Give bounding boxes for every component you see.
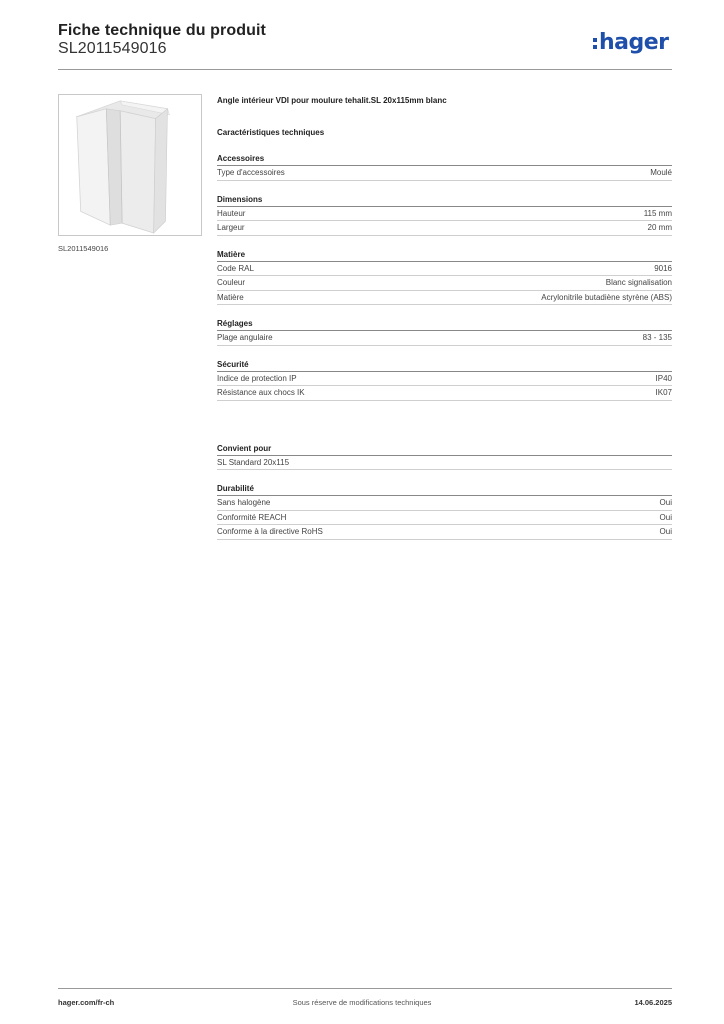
spec-label: Couleur <box>217 278 246 288</box>
spec-value: 83 - 135 <box>642 333 672 343</box>
section-title: Matière <box>217 249 672 262</box>
spec-row <box>217 262 672 277</box>
footer-website-link[interactable]: hager.com/fr-ch <box>58 998 115 1007</box>
spec-value: 20 mm <box>647 223 672 233</box>
spec-row <box>217 386 672 401</box>
product-name: Angle intérieur VDI pour moulure tehalit.SL 20x115mm blanc <box>217 96 447 105</box>
section-reglages <box>217 318 672 346</box>
spec-row <box>217 331 672 346</box>
section-title: Sécurité <box>217 359 672 372</box>
section-securite <box>217 359 672 401</box>
section-title: Durabilité <box>217 483 672 496</box>
section-title: Réglages <box>217 318 672 331</box>
image-caption: SL2011549016 <box>58 244 109 253</box>
spec-content <box>217 95 672 553</box>
spec-value: 115 mm <box>643 208 672 218</box>
spec-label: Résistance aux chocs IK <box>217 388 305 398</box>
spec-label: Conformité REACH <box>217 512 287 522</box>
spec-label: Matière <box>217 292 244 302</box>
spec-row <box>217 207 672 222</box>
section-title: Accessoires <box>217 153 672 166</box>
section-convient-pour <box>217 443 672 471</box>
hager-logo[interactable] <box>593 28 669 58</box>
section-durabilite <box>217 483 672 540</box>
spec-value: IK07 <box>655 388 672 398</box>
spec-label: Type d'accessoires <box>217 168 285 178</box>
footer-divider <box>58 988 672 989</box>
page-title: Fiche technique du produit <box>58 22 266 39</box>
spec-label: Plage angulaire <box>217 333 273 343</box>
spec-value: Oui <box>659 498 672 508</box>
spec-label: Conforme à la directive RoHS <box>217 527 323 537</box>
spec-row <box>217 291 672 306</box>
spec-label: Largeur <box>217 223 245 233</box>
corner-piece-illustration-icon <box>59 95 201 235</box>
section-matiere <box>217 249 672 306</box>
spec-value: 9016 <box>654 263 672 273</box>
spec-row <box>217 372 672 387</box>
spec-row <box>217 496 672 511</box>
spec-label: SL Standard 20x115 <box>217 457 290 467</box>
product-reference: SL2011549016 <box>58 40 167 57</box>
spec-label: Sans halogène <box>217 498 271 508</box>
footer-disclaimer: Sous réserve de modifications techniques <box>292 998 432 1007</box>
section-accessoires <box>217 153 672 181</box>
spec-row <box>217 166 672 181</box>
spec-row <box>217 511 672 526</box>
spec-value: Acrylonitrile butadiène styrène (ABS) <box>541 292 672 302</box>
section-title: Dimensions <box>217 194 672 207</box>
spec-label: Hauteur <box>217 208 246 218</box>
spec-value: Oui <box>659 512 672 522</box>
spec-row <box>217 221 672 236</box>
spec-row <box>217 276 672 291</box>
section-title: Convient pour <box>217 443 672 456</box>
logo-mark-icon <box>593 34 597 52</box>
spec-value: IP40 <box>655 373 672 383</box>
header-divider <box>58 69 672 70</box>
section-dimensions <box>217 194 672 236</box>
spec-label: Indice de protection IP <box>217 373 297 383</box>
spec-value: Moulé <box>650 168 672 178</box>
logo-text: hager <box>599 30 669 55</box>
spec-value: Blanc signalisation <box>605 278 672 288</box>
spec-value: Oui <box>659 527 672 537</box>
product-image <box>58 94 202 236</box>
characteristics-title: Caractéristiques techniques <box>217 128 325 137</box>
spec-row <box>217 525 672 540</box>
spec-label: Code RAL <box>217 263 254 273</box>
footer-date: 14.06.2025 <box>634 998 672 1007</box>
spec-row <box>217 456 672 471</box>
section-spacer <box>217 414 672 443</box>
